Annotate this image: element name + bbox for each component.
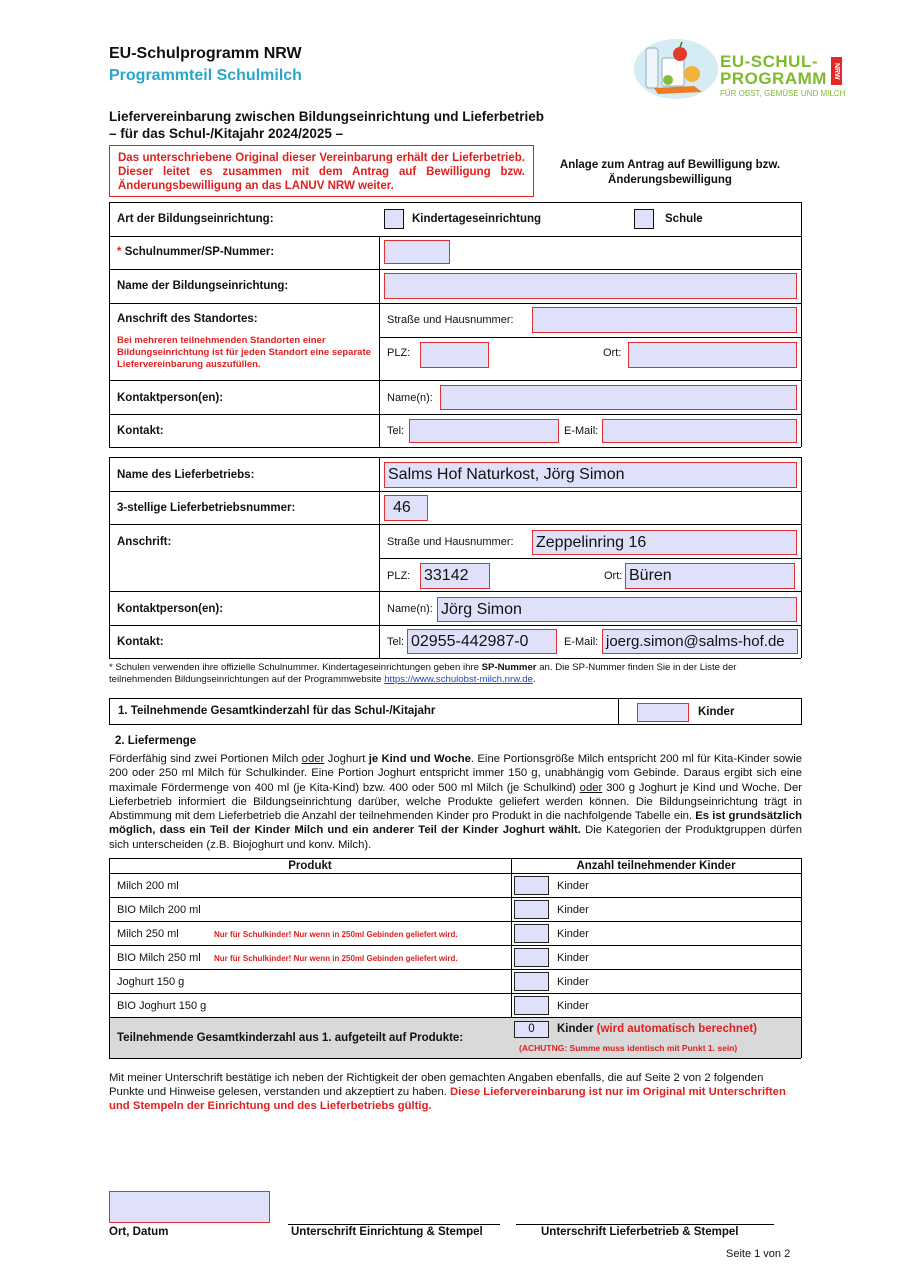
footnote-part3: . xyxy=(532,674,536,685)
sup-email-label: E-Mail: xyxy=(564,636,599,648)
supplier-number-field[interactable]: 46 xyxy=(384,495,428,521)
product-count-field[interactable] xyxy=(514,996,549,1015)
supplier-signature-label: Unterschrift Lieferbetrieb & Stempel xyxy=(541,1226,739,1238)
inst-plz-label: PLZ: xyxy=(387,347,411,359)
sup-tel-label: Tel: xyxy=(387,636,405,648)
inst-plz-field[interactable] xyxy=(420,342,489,368)
sup-ort-label: Ort: xyxy=(604,570,623,582)
product-count-field[interactable] xyxy=(514,924,549,943)
kita-option-label: Kindertageseinrichtung xyxy=(412,213,542,225)
page-number: Seite 1 von 2 xyxy=(726,1248,791,1260)
product-name: BIO Milch 250 ml xyxy=(117,952,201,964)
product-note: Nur für Schulkinder! Nur wenn in 250ml Gebinden geliefert wird. xyxy=(214,930,458,939)
sup-names-label: Name(n): xyxy=(387,603,433,615)
product-count-unit: Kinder xyxy=(557,880,589,892)
agreement-heading: Liefervereinbarung zwischen Bildungseinrichtung und Lieferbetrieb xyxy=(109,109,545,124)
inst-email-label: E-Mail: xyxy=(564,425,599,437)
total-split-unit: Kinder xyxy=(557,1023,594,1035)
agreement-year: – für das Schul-/Kitajahr 2024/2025 – xyxy=(109,126,344,141)
logo-line1: EU-SCHUL- xyxy=(720,52,818,71)
product-count-field[interactable] xyxy=(514,948,549,967)
total-children-unit: Kinder xyxy=(698,706,735,718)
product-name: BIO Milch 200 ml xyxy=(117,904,201,916)
closing-normal: Mit meiner Unterschrift bestätige ich neben der Richtigkeit der oben gemachten Angaben ebenfalls, die auf Seite 2 von 2 folgenden Punkte und Hinweise gelesen, verstanden und akzeptiert zu haben. xyxy=(109,1072,764,1099)
col-product-header: Produkt xyxy=(288,860,332,872)
program-logo xyxy=(632,36,847,106)
section2-text xyxy=(109,752,802,852)
closing-red: Diese Liefervereinbarung ist nur im Original mit Unterschriften und Stempeln der Einrichtung und des Lieferbetriebs gültig. xyxy=(109,1086,786,1113)
required-star: * xyxy=(117,246,122,258)
product-name: Milch 200 ml xyxy=(117,880,179,892)
supplier-number-label: 3-stellige Lieferbetriebsnummer: xyxy=(117,502,296,514)
sup-names-field[interactable]: Jörg Simon xyxy=(437,597,797,622)
s2-p2: Joghurt xyxy=(324,753,369,765)
institution-type-label: Art der Bildungseinrichtung: xyxy=(117,213,274,225)
institution-table xyxy=(109,202,802,448)
program-website-link[interactable]: https://www.schulobst-milch.nrw.de xyxy=(384,674,533,685)
school-checkbox[interactable] xyxy=(634,209,654,229)
school-number-field[interactable] xyxy=(384,240,450,264)
logo-tag xyxy=(831,57,842,85)
location-address-note: Bei mehreren teilnehmenden Standorten einer Bildungseinrichtung ist für jeden Standort eine separate Liefervereinbarung auszufüllen. xyxy=(117,335,371,370)
sup-tel-field[interactable]: 02955-442987-0 xyxy=(407,629,557,654)
product-count-unit: Kinder xyxy=(557,976,589,988)
sup-contact-label: Kontakt: xyxy=(117,636,164,648)
s2-p5: Die Kategorien der Produktgruppen dürfen sich unterscheiden (z.B. Biojoghurt und konv. Milch). xyxy=(109,824,802,851)
supplier-name-field[interactable]: Salms Hof Naturkost, Jörg Simon xyxy=(384,462,797,488)
logo-line3: FÜR OBST, GEMÜSE UND MILCH xyxy=(720,89,846,98)
total-split-auto: (wird automatisch berechnet) xyxy=(596,1023,758,1035)
inst-email-field[interactable] xyxy=(602,419,797,443)
institution-signature-label: Unterschrift Einrichtung & Stempel xyxy=(291,1226,483,1238)
school-number-label xyxy=(117,246,274,258)
total-children-label: 1. Teilnehmende Gesamtkinderzahl für das Schul-/Kitajahr xyxy=(118,705,436,717)
sup-street-field[interactable]: Zeppelinring 16 xyxy=(532,530,797,555)
footnote-part1: * Schulen verwenden ihre offizielle Schulnummer. Kindertageseinrichtungen geben ihre xyxy=(109,662,482,673)
product-count-unit: Kinder xyxy=(557,952,589,964)
sup-email-field[interactable]: joerg.simon@salms-hof.de xyxy=(602,629,798,654)
inst-street-field[interactable] xyxy=(532,307,797,333)
s2-oder2: oder xyxy=(579,781,603,794)
product-table xyxy=(109,858,802,1059)
institution-name-field[interactable] xyxy=(384,273,797,299)
product-count-unit: Kinder xyxy=(557,1000,589,1012)
inst-tel-label: Tel: xyxy=(387,425,405,437)
original-notice: Das unterschriebene Original dieser Vereinbarung erhält der Lieferbetrieb. Dieser leitet es zusammen mit dem Antrag auf Bewilligung bzw. Änderungsbewilligung an das LANUV NRW weiter. xyxy=(109,145,534,197)
s2-oder1: oder xyxy=(301,753,325,765)
place-date-field[interactable] xyxy=(109,1191,270,1223)
s2-p4: 300 g Joghurt je Kind und Woche. Der Lieferbetrieb informiert die Bildungseinrichtung darüber, welche Produkte geliefert werden können. Die Bildungseinrichtung trägt in Abstimmung mit dem Lieferbetrieb die Anzahl der teilnehmenden Kinder pro Produkt in die nachfolgende Tabelle ein. xyxy=(109,781,802,823)
program-title: EU-Schulprogramm NRW xyxy=(109,45,302,62)
supplier-table xyxy=(109,457,802,659)
s2-p3: . Eine Portionsgröße Milch entspricht 200 ml für Kita-Kinder sowie 200 oder 250 ml Milch für Schulkinder. Eine Portion Joghurt entspricht immer 150 g, unabhängig vom Gebinde. Daraus ergibt sich eine maximale Fördermenge von 400 ml (je Kita-Kind) bzw. 400 oder 500 ml Milch (je Schulkind) xyxy=(109,753,802,794)
col-count-header: Anzahl teilnehmender Kinder xyxy=(576,860,736,872)
school-number-label-text: Schulnummer/SP-Nummer: xyxy=(124,246,275,258)
sup-plz-field[interactable]: 33142 xyxy=(420,563,490,589)
section1-box xyxy=(109,698,802,725)
section2-title: 2. Liefermenge xyxy=(115,735,197,747)
total-children-field[interactable] xyxy=(637,703,689,722)
footnote-bold: SP-Nummer xyxy=(481,662,537,673)
program-subtitle: Programmteil Schulmilch xyxy=(109,67,302,84)
inst-names-label: Name(n): xyxy=(387,392,433,404)
product-count-field[interactable] xyxy=(514,972,549,991)
sup-contact-person-label: Kontaktperson(en): xyxy=(117,603,224,615)
supplier-address-label: Anschrift: xyxy=(117,536,172,548)
place-date-label: Ort, Datum xyxy=(109,1226,169,1238)
kita-checkbox[interactable] xyxy=(384,209,404,229)
closing-text xyxy=(109,1071,789,1114)
logo-line2: PROGRAMM xyxy=(720,69,827,88)
total-split-warning: (ACHUTNG: Summe muss identisch mit Punkt 1. sein) xyxy=(519,1043,738,1053)
s2-bold1: je Kind und Woche xyxy=(368,753,471,765)
supplier-name-label: Name des Lieferbetriebs: xyxy=(117,469,255,481)
location-address-label: Anschrift des Standortes: xyxy=(117,313,258,325)
product-name: Joghurt 150 g xyxy=(117,976,185,988)
attachment-note: Anlage zum Antrag auf Bewilligung bzw. Änderungsbewilligung xyxy=(559,159,781,186)
product-note: Nur für Schulkinder! Nur wenn in 250ml Gebinden geliefert wird. xyxy=(214,954,458,963)
inst-ort-label: Ort: xyxy=(603,347,622,359)
total-split-unit-line xyxy=(557,1023,757,1035)
logo-tag-text: NRW xyxy=(833,62,840,80)
total-split-value xyxy=(514,1021,549,1038)
institution-name-label: Name der Bildungseinrichtung: xyxy=(117,280,289,292)
product-name: BIO Joghurt 150 g xyxy=(117,1000,207,1012)
product-count-unit: Kinder xyxy=(557,928,589,940)
inst-names-field[interactable] xyxy=(440,385,797,410)
inst-tel-field[interactable] xyxy=(409,419,559,443)
footnote-part2: an. Die SP-Nummer finden Sie in der Liste der teilnehmenden Bildungseinrichtungen auf der Programmwebsite xyxy=(109,662,737,685)
s2-p1: Förderfähig sind zwei Portionen Milch xyxy=(109,753,302,765)
inst-ort-field[interactable] xyxy=(628,342,797,368)
s2-bold2: Es ist grundsätzlich möglich, dass ein Teil der Kinder Milch und ein anderer Teil der Kinder Joghurt wählt. xyxy=(109,810,802,837)
inst-street-label: Straße und Hausnummer: xyxy=(387,314,514,326)
sup-ort-field[interactable]: Büren xyxy=(625,563,795,589)
product-count-unit: Kinder xyxy=(557,904,589,916)
inst-contact-person-label: Kontaktperson(en): xyxy=(117,392,224,404)
total-split-value-text: 0 xyxy=(528,1023,535,1035)
fruit-milk-logo-icon xyxy=(632,36,720,102)
product-count-field[interactable] xyxy=(514,876,549,895)
sup-street-label: Straße und Hausnummer: xyxy=(387,536,514,548)
footnote xyxy=(109,662,802,686)
inst-contact-label: Kontakt: xyxy=(117,425,164,437)
product-name: Milch 250 ml xyxy=(117,928,179,940)
total-split-label: Teilnehmende Gesamtkinderzahl aus 1. aufgeteilt auf Produkte: xyxy=(117,1032,464,1044)
product-count-field[interactable] xyxy=(514,900,549,919)
sup-plz-label: PLZ: xyxy=(387,570,411,582)
school-option-label: Schule xyxy=(665,213,703,225)
